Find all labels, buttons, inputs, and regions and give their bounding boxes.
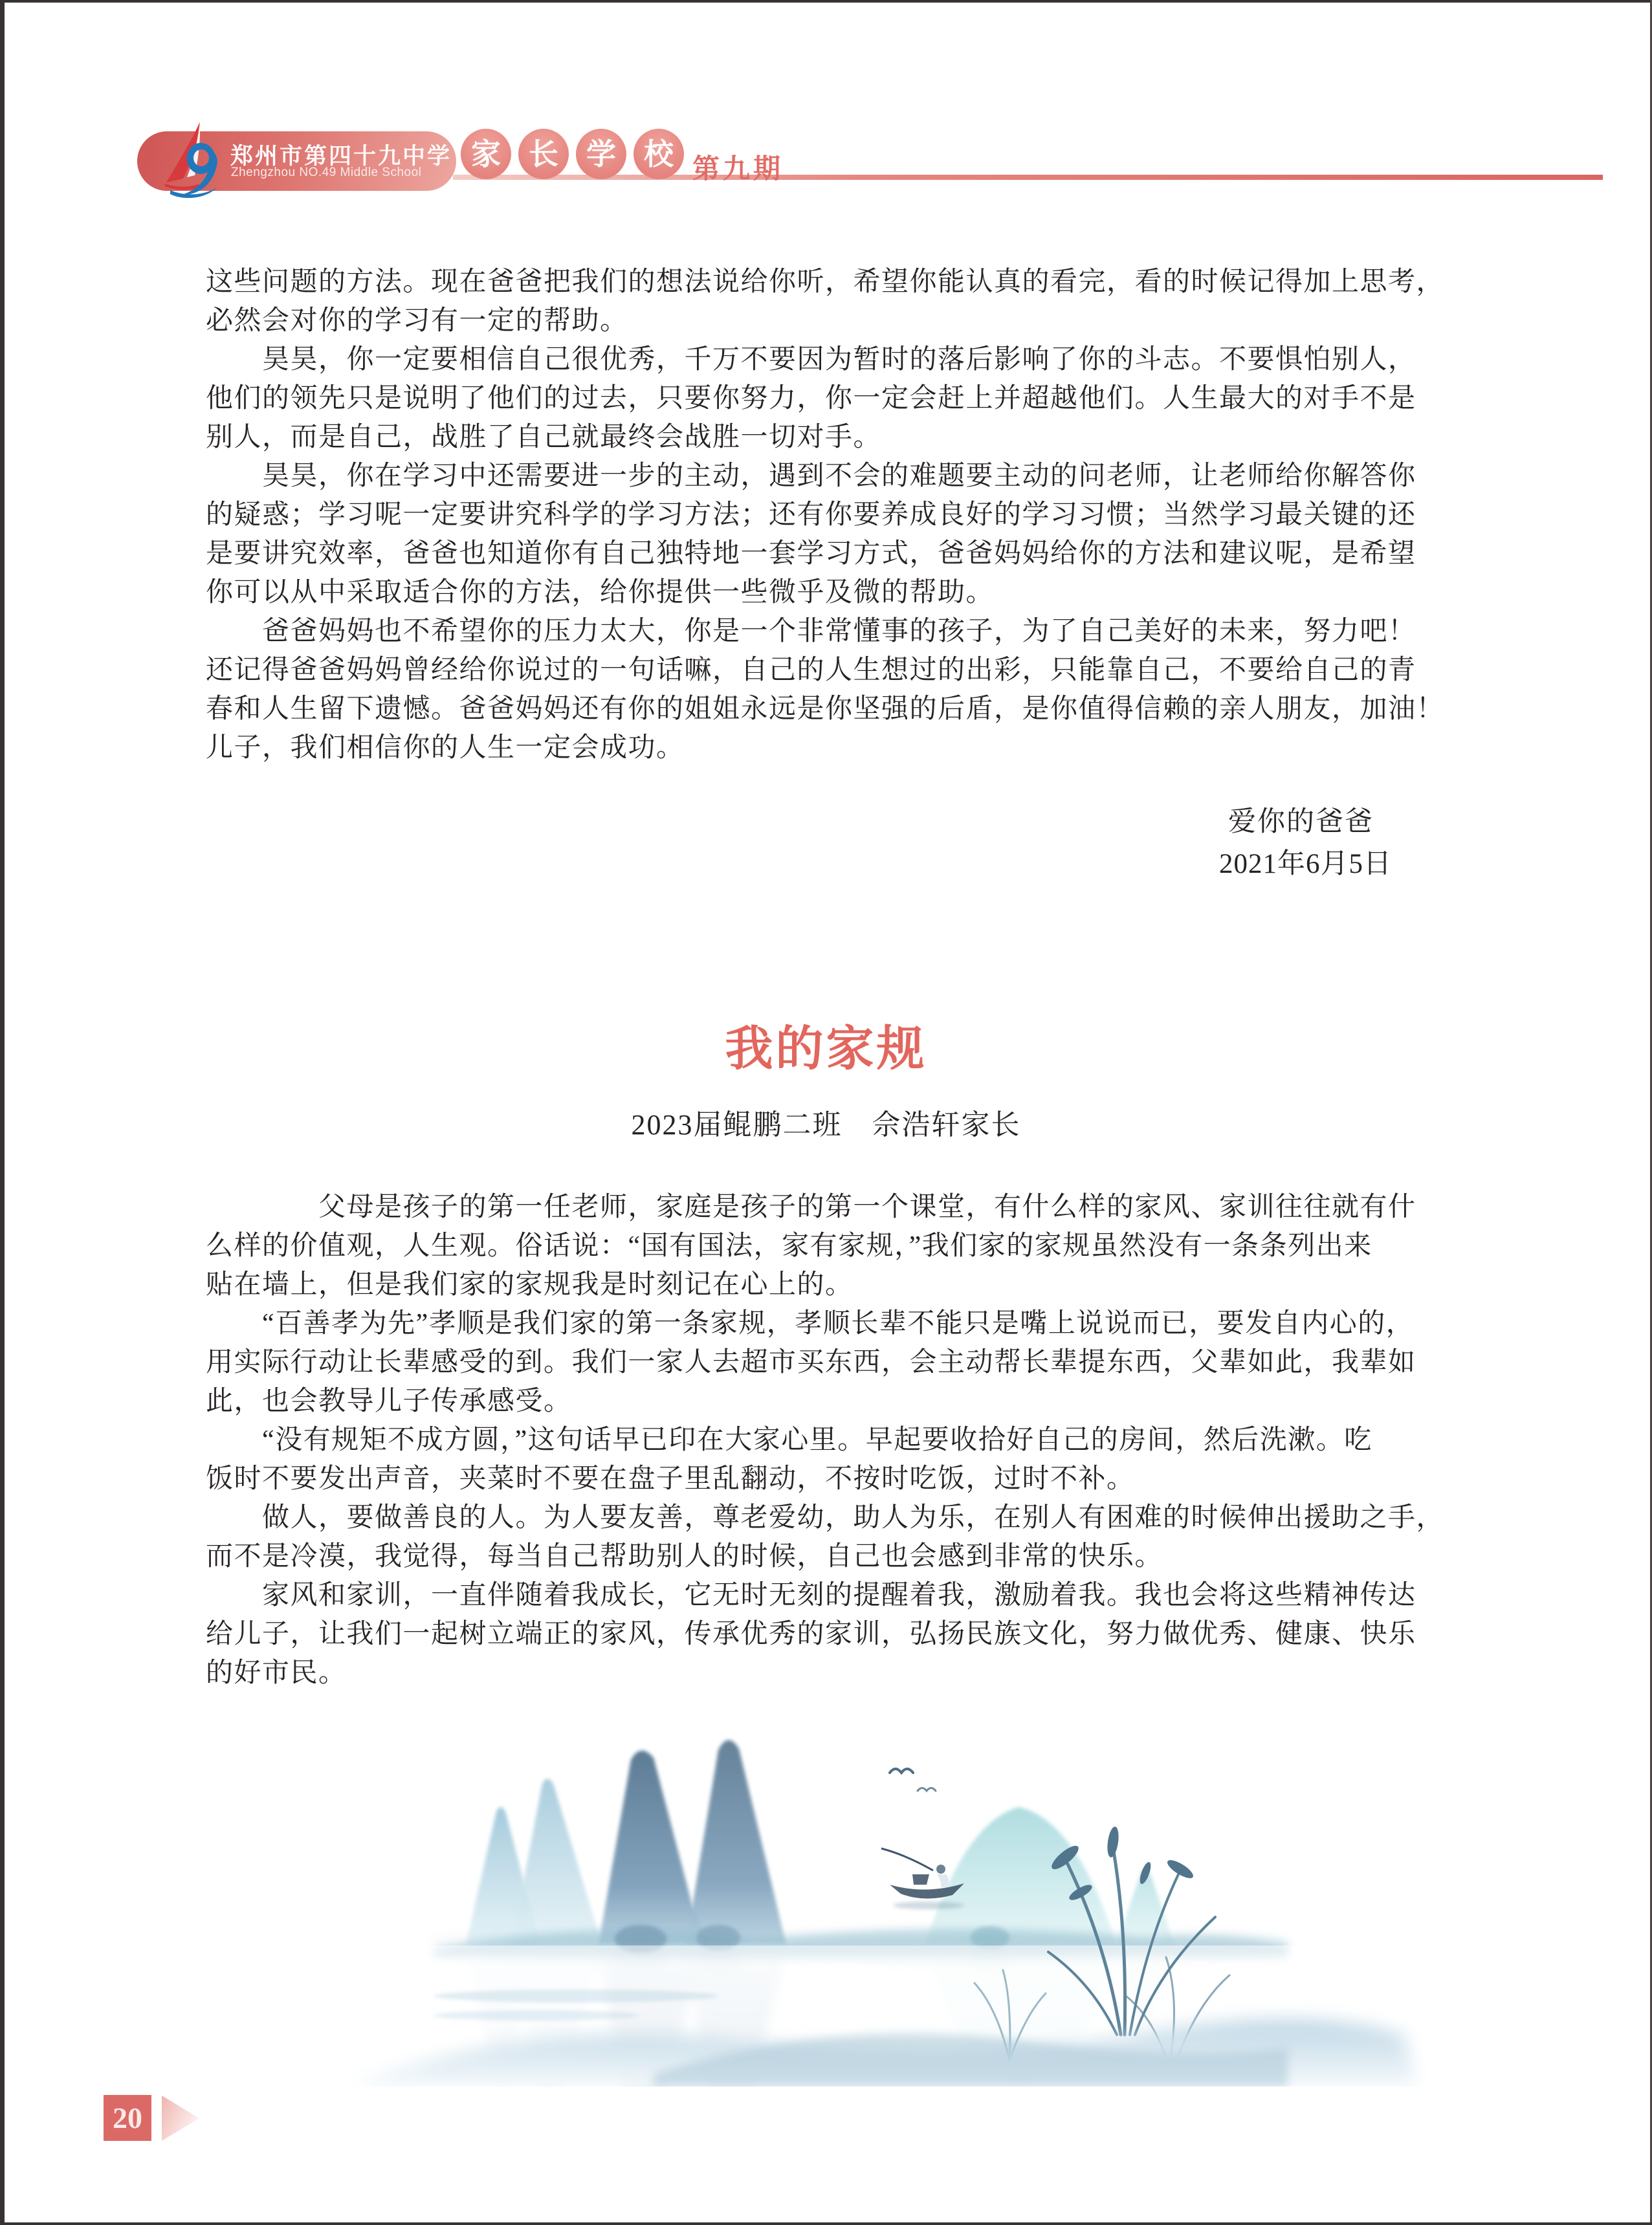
banner-char-zhang: 长 xyxy=(518,129,569,179)
letter-line: 必然会对你的学习有一定的帮助。 xyxy=(206,306,628,336)
letter-line: 这些问题的方法。现在爸爸把我们的想法说给你听，希望你能认真的看完，看的时候记得加上思考， xyxy=(206,267,1445,297)
article-line: 而不是冷漠，我觉得，每当自己帮助别人的时候，自己也会感到非常的快乐。 xyxy=(206,1542,1163,1572)
article-byline: 2023届鲲鹏二班 佘浩轩家长 xyxy=(631,1109,1021,1141)
issue-label: 第九期 xyxy=(692,153,784,184)
letter-line: 昊昊，你一定要相信自己很优秀，千万不要因为暂时的落后影响了你的斗志。不要惧怕别人， xyxy=(206,345,1416,375)
banner-char-xue: 学 xyxy=(576,129,626,179)
article-line: 家风和家训，一直伴随着我成长，它无时无刻的提醒着我，激励着我。我也会将这些精神传达 xyxy=(206,1581,1416,1610)
letter-line: 昊昊，你在学习中还需要进一步的主动，遇到不会的难题要主动的问老师，让老师给你解答你 xyxy=(206,461,1416,491)
letter-signature: 爱你的爸爸 xyxy=(1228,807,1374,837)
article-line: 贴在墙上，但是我们家的家规我是时刻记在心上的。 xyxy=(206,1270,854,1300)
article-line: “没有规矩不成方圆，”这句话早已印在大家心里。早起要收拾好自己的房间，然后洗漱。吃 xyxy=(206,1425,1372,1455)
letter-line: 爸爸妈妈也不希望你的压力太大，你是一个非常懂事的孩子，为了自己美好的未来，努力吧！ xyxy=(206,617,1416,646)
scan-border-top xyxy=(0,0,1652,3)
letter-line: 他们的领先只是说明了他们的过去，只要你努力，你一定会赶上并超越他们。人生最大的对手不是 xyxy=(206,384,1416,413)
article-line: 做人，要做善良的人。为人要友善，尊老爱幼，助人为乐，在别人有困难的时候伸出援助之手， xyxy=(206,1503,1445,1533)
article-title: 我的家规 xyxy=(725,1023,927,1076)
article-line: 此，也会教导儿子传承感受。 xyxy=(206,1387,572,1416)
letter-date: 2021年6月5日 xyxy=(1219,849,1392,879)
article-line: 用实际行动让长辈感受的到。我们一家人去超市买东西，会主动帮长辈提东西，父辈如此，我辈如 xyxy=(206,1348,1416,1377)
school-name-cn: 郑州市第四十九中学 xyxy=(230,144,452,169)
ink-wash-illustration xyxy=(304,1711,1443,2087)
letter-line: 春和人生留下遗憾。爸爸妈妈还有你的姐姐永远是你坚强的后盾，是你值得信赖的亲人朋友，加油！ xyxy=(206,694,1445,724)
school-sail-logo-icon xyxy=(157,120,225,199)
article-line: 的好市民。 xyxy=(206,1658,347,1688)
page-number-arrow-icon xyxy=(162,2096,202,2141)
banner-char-xiao: 校 xyxy=(633,129,684,179)
page-number-badge: 20 xyxy=(104,2095,151,2141)
letter-line: 儿子，我们相信你的人生一定会成功。 xyxy=(206,733,685,763)
scan-border-left xyxy=(0,0,5,2225)
letter-line: 别人，而是自己，战胜了自己就最终会战胜一切对手。 xyxy=(206,422,882,452)
banner-char-jia: 家 xyxy=(461,129,511,179)
header-rule xyxy=(453,175,1603,180)
article-line: 给儿子，让我们一起树立端正的家风，传承优秀的家训，弘扬民族文化，努力做优秀、健康、快乐 xyxy=(206,1619,1416,1649)
scan-border-bottom xyxy=(0,2222,1652,2225)
letter-line: 还记得爸爸妈妈曾经给你说过的一句话嘛，自己的人生想过的出彩，只能靠自己，不要给自己的青 xyxy=(206,655,1416,685)
letter-body xyxy=(206,263,1448,767)
letter-line: 是要讲究效率，爸爸也知道你有自己独特地一套学习方式，爸爸妈妈给你的方法和建议呢，是希望 xyxy=(206,539,1416,569)
article-line: 父母是孩子的第一任老师，家庭是孩子的第一个课堂，有什么样的家风、家训往往就有什 xyxy=(206,1192,1416,1222)
letter-line: 你可以从中采取适合你的方法，给你提供一些微乎及微的帮助。 xyxy=(206,578,995,608)
school-name-en: Zhengzhou NO.49 Middle School xyxy=(231,166,422,179)
article-line: “百善孝为先”孝顺是我们家的第一条家规，孝顺长辈不能只是嘴上说说而已，要发自内心的， xyxy=(206,1309,1415,1339)
article-body xyxy=(206,1188,1448,1693)
article-line: 么样的价值观，人生观。俗话说：“国有国法，家有家规，”我们家的家规虽然没有一条条列出来 xyxy=(206,1231,1372,1261)
letter-line: 的疑惑；学习呢一定要讲究科学的学习方法；还有你要养成良好的学习习惯；当然学习最关键的还 xyxy=(206,500,1416,530)
article-line: 饭时不要发出声音，夹菜时不要在盘子里乱翻动，不按时吃饭，过时不补。 xyxy=(206,1464,1135,1494)
